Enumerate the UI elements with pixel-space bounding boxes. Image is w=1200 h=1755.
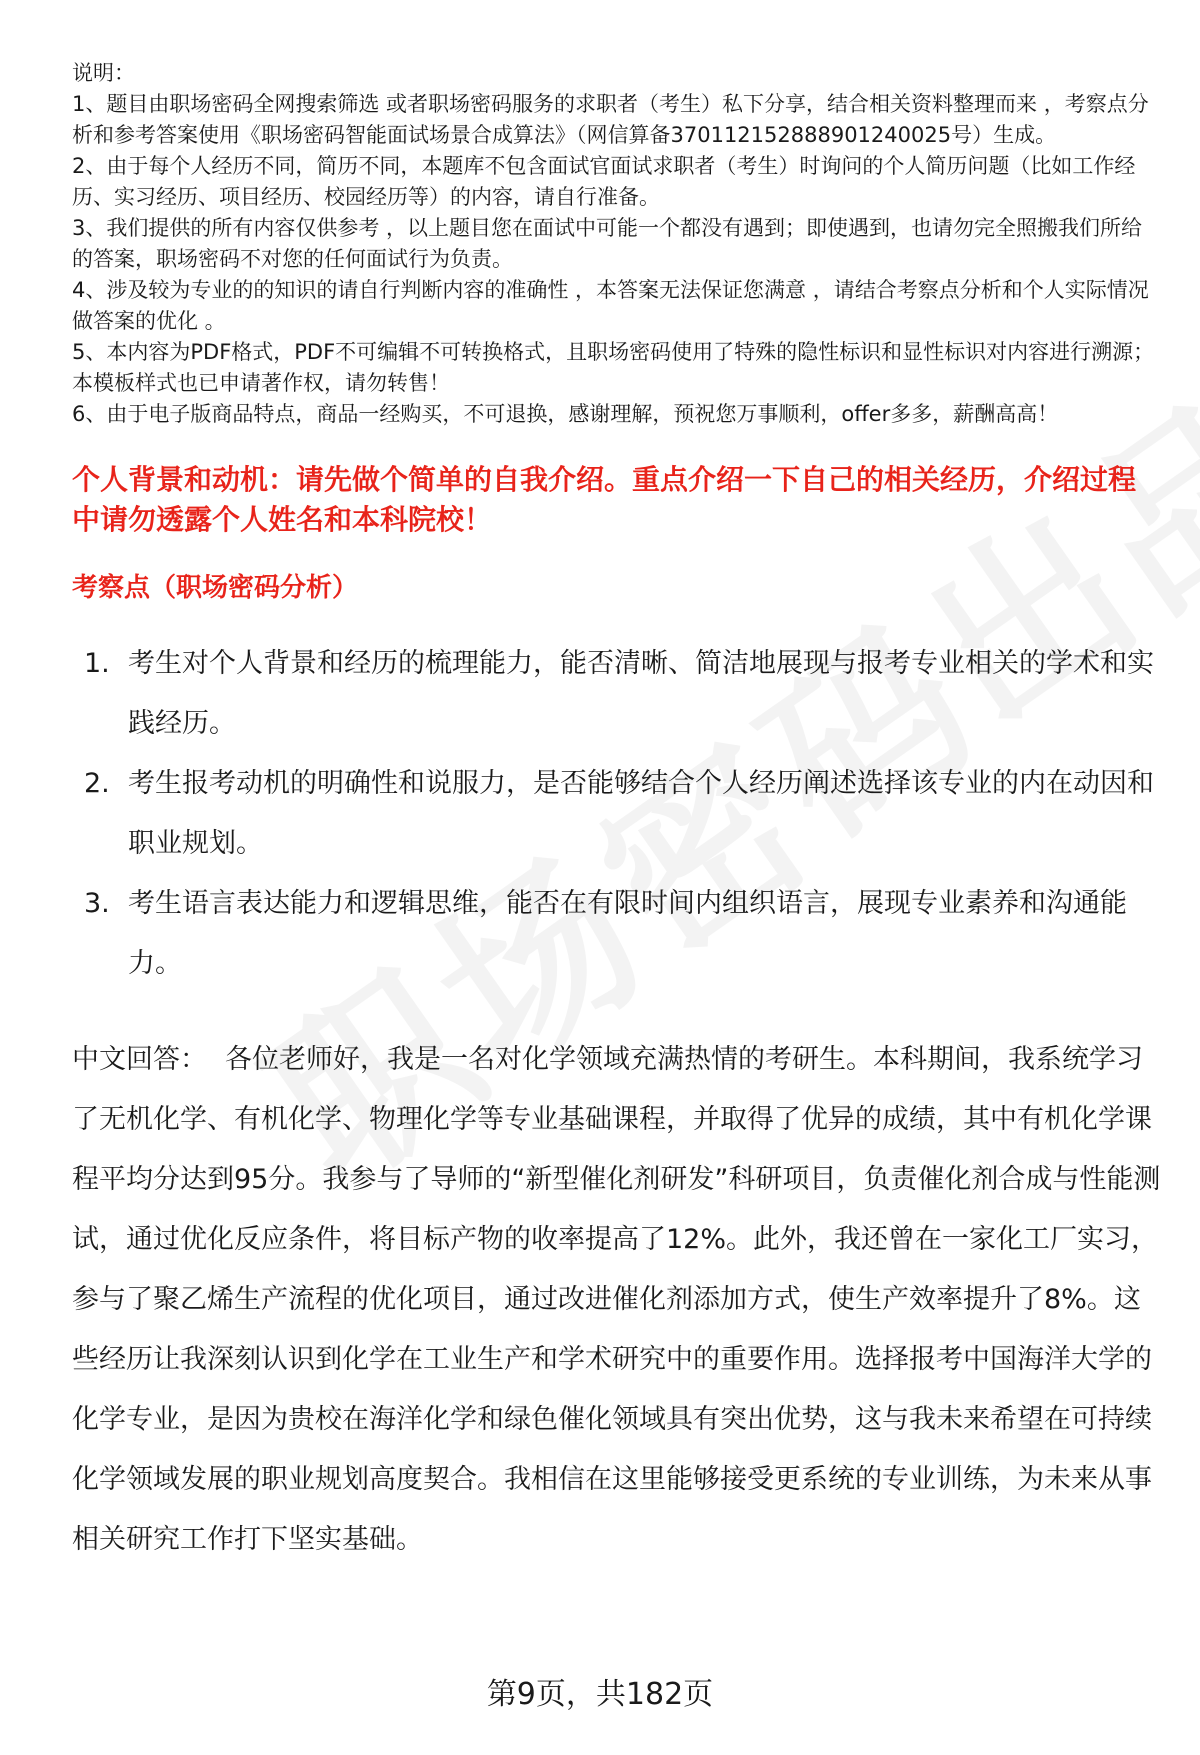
answer-label: 中文回答： xyxy=(72,1044,207,1075)
note-item: 1、题目由职场密码全网搜索筛选 或者职场密码服务的求职者（考生）私下分享，结合相关资料整理而来 ，考察点分析和参考答案使用《职场密码智能面试场景合成算法》（网信算备370112152888901240025号）生成。 xyxy=(72,92,1149,147)
point-number: 3. xyxy=(84,888,110,919)
question-heading: 个人背景和动机：请先做个简单的自我介绍。重点介绍一下自己的相关经历，介绍过程中请勿透露个人姓名和本科院校！ xyxy=(72,463,1137,536)
analysis-title: 考察点（职场密码分析） xyxy=(72,573,359,603)
notes-section xyxy=(72,58,1162,430)
analysis-point xyxy=(72,754,1162,874)
point-number: 1. xyxy=(84,648,110,679)
notes-heading: 说明： xyxy=(72,61,135,85)
note-item: 6、由于电子版商品特点，商品一经购买，不可退换，感谢理解，预祝您万事顺利，offer多多，薪酬高高！ xyxy=(72,402,1059,426)
point-text: 考生对个人背景和经历的梳理能力，能否清晰、简洁地展现与报考专业相关的学术和实践经历。 xyxy=(128,648,1154,739)
page-number: 第9页，共182页 xyxy=(486,1677,714,1712)
analysis-point xyxy=(72,634,1162,754)
point-text: 考生报考动机的明确性和说服力，是否能够结合个人经历阐述选择该专业的内在动因和职业规划。 xyxy=(128,768,1154,859)
answer-text: 各位老师好，我是一名对化学领域充满热情的考研生。本科期间，我系统学习了无机化学、有机化学、物理化学等专业基础课程，并取得了优异的成绩，其中有机化学课程平均分达到95分。我参与了导师的“新型催化剂研发”科研项目，负责催化剂合成与性能测试，通过优化反应条件，将目标产物的收率提高了12%。此外，我还曾在一家化工厂实习，参与了聚乙烯生产流程的优化项目，通过改进催化剂添加方式，使生产效率提升了8%。这些经历让我深刻认识到化学在工业生产和学术研究中的重要作用。选择报考中国海洋大学的化学专业，是因为贵校在海洋化学和绿色催化领域具有突出优势，这与我未来希望在可持续化学领域发展的职业规划高度契合。我相信在这里能够接受更系统的专业训练，为未来从事相关研究工作打下坚实基础。 xyxy=(72,1044,1161,1555)
analysis-point xyxy=(72,874,1162,994)
analysis-points xyxy=(72,634,1162,994)
note-item: 5、本内容为PDF格式，PDF不可编辑不可转换格式，且职场密码使用了特殊的隐性标识和显性标识对内容进行溯源；本模板样式也已申请著作权，请勿转售！ xyxy=(72,340,1155,395)
note-item: 2、由于每个人经历不同，简历不同，本题库不包含面试官面试求职者（考生）时询问的个人简历问题（比如工作经历、实习经历、项目经历、校园经历等）的内容，请自行准备。 xyxy=(72,154,1136,209)
point-number: 2. xyxy=(84,768,110,799)
note-item: 4、涉及较为专业的的知识的请自行判断内容的准确性 ，本答案无法保证您满意 ，请结合考察点分析和个人实际情况做答案的优化 。 xyxy=(72,278,1149,333)
document-page xyxy=(72,58,1162,1570)
answer-section xyxy=(72,1030,1162,1570)
point-text: 考生语言表达能力和逻辑思维，能否在有限时间内组织语言，展现专业素养和沟通能力。 xyxy=(128,888,1127,979)
note-item: 3、我们提供的所有内容仅供参考 ，以上题目您在面试中可能一个都没有遇到；即使遇到，也请勿完全照搬我们所给的答案，职场密码不对您的任何面试行为负责。 xyxy=(72,216,1143,271)
